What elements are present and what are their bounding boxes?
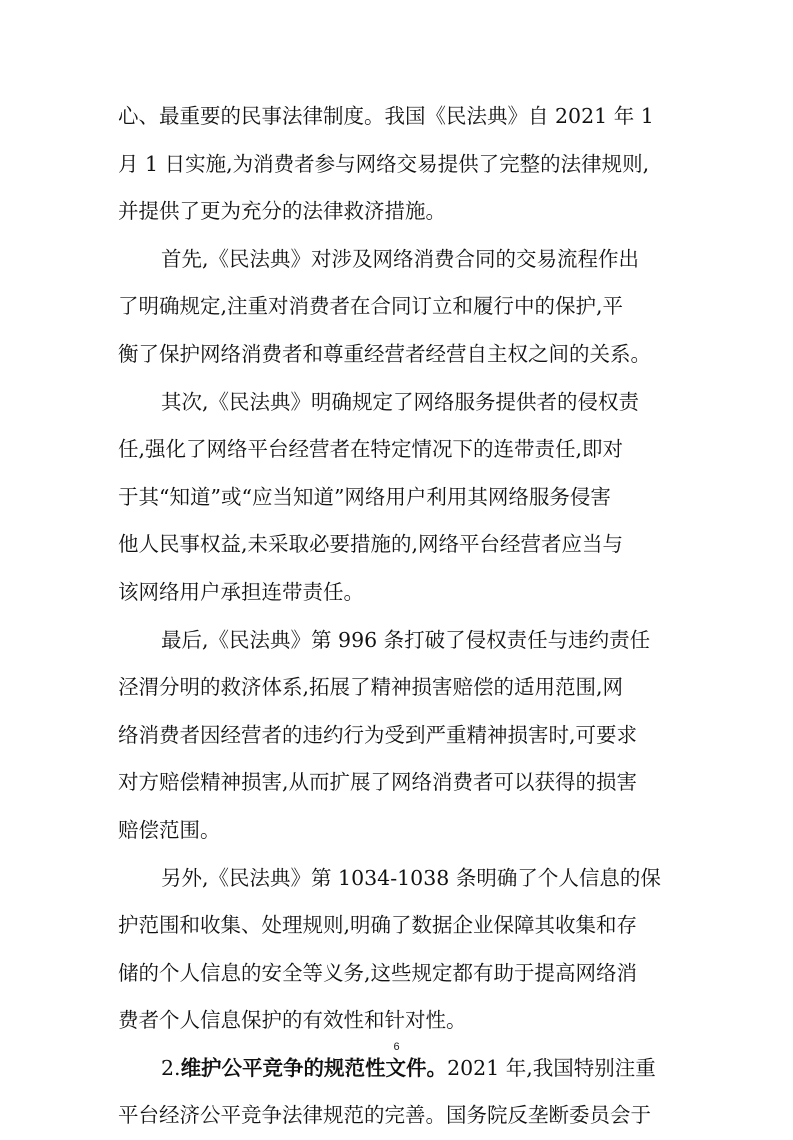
text-line-16: 赔偿范围。: [118, 817, 221, 842]
text-line-13: 泾渭分明的救济体系,拓展了精神损害赔偿的适用范围,网: [118, 675, 624, 700]
section-heading-continuation: 2021 年,我国特别注重: [447, 1055, 656, 1080]
text-line-10: 他人民事权益,未采取必要措施的,网络平台经营者应当与: [118, 532, 624, 557]
text-line-9: 于其“知道”或“应当知道”网络用户利用其网络服务侵害: [118, 484, 611, 509]
text-line-5: 了明确规定,注重对消费者在合同订立和履行中的保护,平: [118, 294, 624, 319]
text-line-18: 护范围和收集、处理规则,明确了数据企业保障其收集和存: [118, 913, 638, 938]
section-heading: 维护公平竞争的规范性文件。: [180, 1055, 448, 1080]
text-line-20: 费者个人信息保护的有效性和针对性。: [118, 1008, 467, 1033]
text-line-3: 并提供了更为充分的法律救济措施。: [118, 199, 446, 224]
page-number: 6: [393, 1041, 400, 1053]
text-line-6: 衡了保护网络消费者和尊重经营者经营自主权之间的关系。: [118, 341, 651, 366]
section-number: 2.: [161, 1055, 181, 1080]
paragraph-first-line: 最后,《民法典》第 996 条打破了侵权责任与违约责任: [161, 627, 651, 652]
page-body: [118, 93, 674, 1140]
text-line-15: 对方赔偿精神损害,从而扩展了网络消费者可以获得的损害: [118, 770, 638, 795]
text-line-11: 该网络用户承担连带责任。: [118, 579, 364, 604]
text-line-2: 月 1 日实施,为消费者参与网络交易提供了完整的法律规则,: [118, 151, 650, 176]
text-line-19: 储的个人信息的安全等义务,这些规定都有助于提高网络消: [118, 960, 638, 985]
text-line-14: 络消费者因经营者的违约行为受到严重精神损害时,可要求: [118, 722, 638, 747]
text-line-22: 平台经济公平竞争法律规范的完善。国务院反垄断委员会于: [118, 1103, 651, 1128]
paragraph-first-line: 其次,《民法典》明确规定了网络服务提供者的侵权责: [161, 389, 640, 414]
paragraph-first-line: 首先,《民法典》对涉及网络消费合同的交易流程作出: [161, 246, 640, 271]
paragraph-first-line: 另外,《民法典》第 1034-1038 条明确了个人信息的保: [161, 865, 661, 890]
text-line-1: 心、最重要的民事法律制度。我国《民法典》自 2021 年 1: [118, 104, 654, 128]
text-line-8: 任,强化了网络平台经营者在特定情况下的连带责任,即对: [118, 437, 624, 462]
